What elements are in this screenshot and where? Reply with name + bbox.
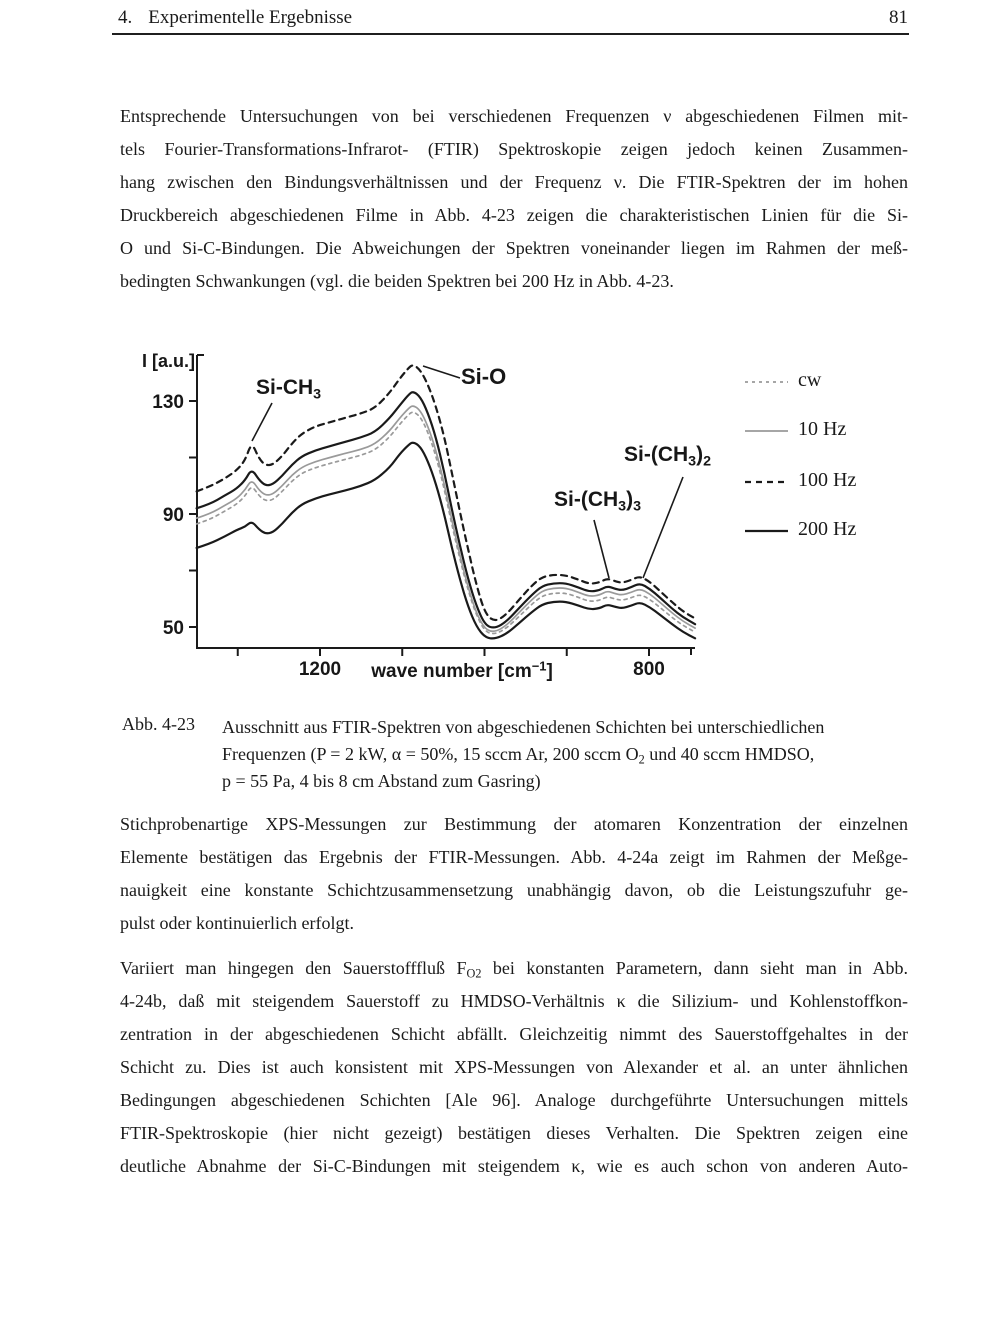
text-segment: Entsprechende Untersuchungen von bei verschiedenen Frequenzen ν abgeschiedenen Filmen mit- (120, 106, 908, 126)
page-header (118, 7, 908, 29)
text-line (120, 133, 908, 166)
text-segment: I [a.u.] (142, 351, 195, 371)
text-segment: Druckbereich abgeschiedenen Filme in Abb. 4-23 zeigen die charakteristischen Linien für die Si- (120, 205, 908, 225)
chapter-number: 4. (118, 7, 133, 28)
text-segment: zentration in der abgeschiedenen Schicht abfällt. Gleichzeitig nimmt des Sauerstoffgehaltes in der (120, 1024, 908, 1044)
legend-label-10hz: 10 Hz (798, 418, 847, 440)
figure-caption-label: Abb. 4-23 (122, 714, 195, 734)
sub-segment: 3 (633, 498, 642, 515)
text-segment: wave number [cm (371, 661, 532, 682)
text-segment: pulst oder kontinuierlich erfolgt. (120, 913, 354, 933)
sub-segment: 3 (313, 386, 322, 403)
text-line (222, 714, 912, 741)
sub-segment: 2 (703, 453, 712, 470)
sub-segment: O2 (466, 966, 482, 981)
paragraph-2 (120, 808, 908, 940)
text-segment: O und Si-C-Bindungen. Die Abweichungen der Spektren voneinander liegen im Rahmen der meß- (120, 238, 908, 258)
text-segment: deutliche Abnahme der Si-C-Bindungen mit steigendem κ, wie es auch schon von anderen Auto- (120, 1156, 908, 1176)
legend-label-100hz: 100 Hz (798, 469, 857, 491)
sup-segment: −1 (531, 658, 547, 674)
y-tick-label: 50 (162, 618, 184, 639)
text-segment: nauigkeit eine konstante Schichtzusammensetzung unabhängig davon, ob die Leistungszufuhr ge- (120, 880, 908, 900)
text-line (120, 985, 908, 1018)
text-segment: p = 55 Pa, 4 bis 8 cm Abstand zum Gasring) (222, 771, 541, 791)
x-tick-label: 1200 (298, 659, 342, 680)
text-segment: Si-(CH (624, 443, 689, 466)
text-line (120, 232, 908, 265)
text-line (120, 841, 908, 874)
y-axis-title (142, 351, 195, 372)
text-line (120, 100, 908, 133)
text-segment: und 40 sccm HMDSO, (644, 744, 815, 764)
x-tick-label: 800 (633, 659, 665, 680)
annotation-si-ch3 (256, 376, 322, 403)
text-line (222, 768, 912, 795)
text-line (120, 874, 908, 907)
legend-label-200hz: 200 Hz (798, 518, 857, 540)
text-segment: Elemente bestätigen das Ergebnis der FTIR-Messungen. Abb. 4-24a zeigt im Rahmen der Meßge- (120, 847, 908, 867)
text-line (120, 199, 908, 232)
sub-segment: 3 (688, 453, 697, 470)
text-segment: Si-CH (256, 376, 314, 399)
ftir-spectra-figure (130, 348, 875, 688)
annotation-leader-line (423, 366, 460, 378)
text-line (120, 1150, 908, 1183)
text-segment: Bedingungen abgeschiedenen Schichten [Ale 96]. Analoge durchgeführte Untersuchungen mittels (120, 1090, 908, 1110)
annotation-leader-line (643, 477, 683, 578)
text-segment: Frequenzen (P = 2 kW, α = 50%, 15 sccm Ar, 200 sccm O (222, 744, 639, 764)
text-segment: Si-O (461, 364, 507, 389)
text-line (120, 1084, 908, 1117)
annotation-si-ch3-3 (554, 488, 642, 515)
paragraph-3 (120, 952, 908, 1183)
header-rule (112, 33, 909, 35)
paragraph-1 (120, 100, 908, 298)
text-segment: ) (626, 488, 634, 511)
sub-segment: 2 (638, 752, 645, 767)
ftir-spectra-chart (130, 348, 875, 688)
text-segment: tels Fourier-Transformations-Infrarot- (FTIR) Spektroskopie zeigen jedoch keinen Zusammen- (120, 139, 908, 159)
sub-segment: 3 (618, 498, 627, 515)
page-number: 81 (889, 7, 908, 28)
legend-label-cw: cw (798, 369, 822, 391)
text-line (120, 907, 908, 940)
figure-caption-text (222, 714, 912, 795)
x-axis-title (337, 658, 587, 683)
text-segment: ] (546, 661, 553, 682)
text-segment: Ausschnitt aus FTIR-Spektren von abgeschiedenen Schichten bei unterschiedlichen (222, 717, 825, 737)
text-line (120, 1117, 908, 1150)
text-segment: Stichprobenartige XPS-Messungen zur Bestimmung der atomaren Konzentration der einzelnen (120, 814, 908, 834)
text-segment: Si-(CH (554, 488, 619, 511)
text-segment: 4-24b, daß mit steigendem Sauerstoff zu HMDSO-Verhältnis κ die Silizium- und Kohlenstoffkon- (120, 991, 908, 1011)
text-segment: bei konstanten Parametern, dann sieht man in Abb. (481, 958, 908, 978)
text-segment: Variiert man hingegen den Sauerstofffluß F (120, 958, 467, 978)
text-line (120, 166, 908, 199)
annotation-leader-line (252, 403, 272, 441)
y-tick-label: 90 (162, 505, 184, 526)
text-segment: FTIR-Spektroskopie (hier nicht gezeigt) bestätigen dieses Verhalten. Die Spektren zeigen eine (120, 1123, 908, 1143)
annotation-si-ch3-2 (624, 443, 712, 470)
text-line (120, 808, 908, 841)
text-segment: ) (696, 443, 704, 466)
text-line (120, 952, 908, 985)
spectrum-curve-200hz (197, 443, 695, 639)
annotation-leader-line (594, 520, 609, 578)
text-segment: Schicht zu. Dies ist auch konsistent mit XPS-Messungen von Alexander et al. an unter ähnlichen (120, 1057, 908, 1077)
text-line (120, 265, 908, 298)
text-line (120, 1051, 908, 1084)
y-tick-label: 130 (152, 392, 184, 413)
text-line (120, 1018, 908, 1051)
text-line (222, 741, 912, 768)
text-segment: bedingten Schwankungen (vgl. die beiden Spektren bei 200 Hz in Abb. 4-23. (120, 271, 674, 291)
annotation-si-o (461, 364, 506, 390)
chapter-title: Experimentelle Ergebnisse (148, 7, 353, 28)
text-segment: hang zwischen den Bindungsverhältnissen und der Frequenz ν. Die FTIR-Spektren der im hohen (120, 172, 908, 192)
